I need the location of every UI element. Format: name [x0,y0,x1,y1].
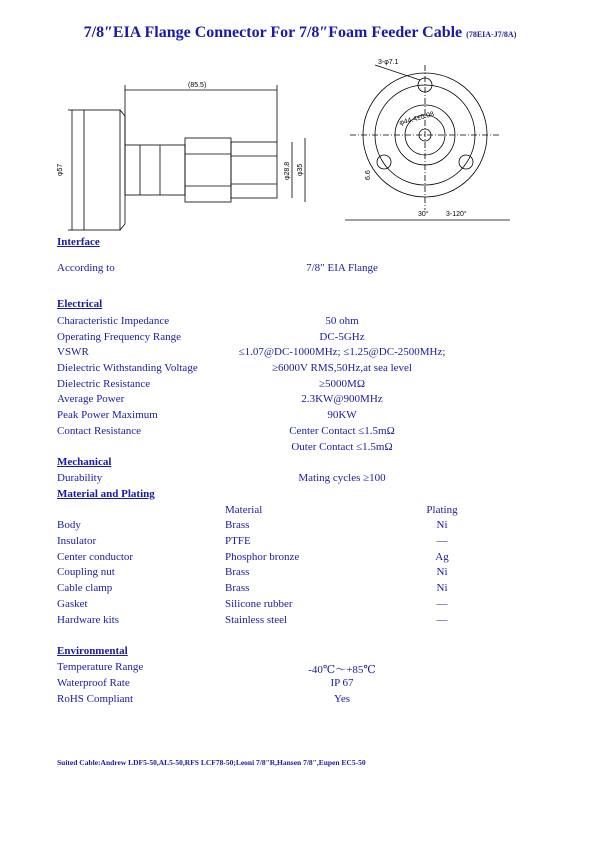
spec-row [57,677,577,691]
part-material: Phosphor bronze [225,551,300,563]
side-view [68,85,305,230]
part-material: PTFE [225,535,251,547]
page-title [0,24,600,42]
nut-outline [185,138,231,202]
angle2-label: 3-120° [446,211,467,218]
spec-row [57,262,577,276]
suited-cable-footer: Suited Cable:Andrew LDF5-50,AL5-50,RFS LCF78-50;Leoni 7/8″R,Hansen 7/8″,Eupen EC5-50 [57,758,366,767]
front-view [345,65,510,220]
material-row [57,582,577,596]
spec-label: Peak Power Maximum [57,409,158,421]
clamp-outline [231,142,277,198]
part-name: Insulator [57,535,97,547]
section-material: Material and Plating [57,488,155,500]
part-material: Silicone rubber [225,598,293,610]
spec-label: Dielectric Resistance [57,378,151,390]
spec-label: Temperature Range [57,661,144,673]
spec-row [57,661,577,675]
part-name: Cable clamp [57,582,113,594]
material-row [57,614,577,628]
spec-label: Durability [57,472,103,484]
pcd-label: φ44.4±0.08 [398,110,435,127]
section-interface: Interface [57,236,100,248]
part-material: Brass [225,566,250,578]
spec-value: 7/8″ EIA Flange [306,262,378,274]
angle1-label: 30° [418,211,429,218]
spec-label: Characteristic Impedance [57,315,170,327]
spec-row [57,331,577,345]
material-row [57,535,577,549]
plating-column-header: Plating [426,504,458,516]
spec-value: Yes [333,693,350,705]
section-mechanical: Mechanical [57,456,112,468]
spec-label: Dielectric Withstanding Voltage [57,362,198,374]
part-plating: Ni [436,582,448,594]
spec-value: -40℃～+85℃ [308,664,376,676]
section-electrical: Electrical [57,298,103,310]
spec-row [57,693,577,707]
spec-row [57,472,577,486]
flange-outline [84,110,120,230]
part-plating: — [436,614,448,626]
spec-label: RoHS Compliant [57,693,134,705]
spec-value: 50 ohm [325,315,359,327]
spec-value: 90KW [327,409,357,421]
spec-row [57,362,577,376]
dim-length-label: (85.5) [188,82,207,89]
spec-value: DC-5GHz [319,331,365,343]
part-material: Stainless steel [225,614,288,626]
spec-row [57,441,577,455]
spec-value: Mating cycles ≥100 [298,472,386,484]
spec-row [57,346,577,360]
part-plating: — [436,535,448,547]
body-outline [125,145,185,195]
gap-label: 6.6 [365,170,372,180]
part-name: Center conductor [57,551,134,563]
part-name: Hardware kits [57,614,120,626]
part-name: Gasket [57,598,88,610]
spec-row [57,425,577,439]
spec-row [57,393,577,407]
part-material: Brass [225,582,250,594]
material-header [57,504,577,518]
part-material: Brass [225,519,250,531]
part-plating: Ni [436,566,448,578]
spec-label: Average Power [57,393,125,405]
spec-label: According to [57,262,115,274]
holes-label: 3-φ7.1 [378,59,399,66]
section-environmental: Environmental [57,645,128,657]
title-main: 7/8″EIA Flange Connector For 7/8″Foam Feeder Cable [83,24,463,41]
spec-label: VSWR [57,346,89,358]
spec-value: Outer Contact ≤1.5mΩ [291,441,393,453]
spec-value: IP 67 [330,677,354,689]
spec-row [57,315,577,329]
part-plating: — [436,598,448,610]
material-row [57,598,577,612]
bolt-hole-2 [459,155,473,169]
spec-value: ≤1.07@DC-1000MHz; ≤1.25@DC-2500MHz; [238,346,446,358]
material-row [57,551,577,565]
spec-label: Waterproof Rate [57,677,130,689]
dim-body1-label: φ28.8 [284,161,291,180]
spec-value: 2.3KW@900MHz [301,393,383,405]
part-plating: Ag [435,551,449,563]
technical-drawing [0,50,600,235]
spec-value: Center Contact ≤1.5mΩ [289,425,395,437]
part-name: Body [57,519,81,531]
spec-value: ≥6000V RMS,50Hz,at sea level [272,362,412,374]
spec-row [57,378,577,392]
part-name: Coupling nut [57,566,115,578]
part-plating: Ni [436,519,448,531]
material-row [57,566,577,580]
spec-value: ≥5000MΩ [319,378,365,390]
material-column-header: Material [225,504,263,516]
title-code: (78EIA-J7/8A) [466,30,517,39]
spec-row [57,409,577,423]
dim-body2-label: φ35 [297,163,304,176]
dim-flange-label: φ57 [57,163,64,176]
spec-label: Contact Resistance [57,425,142,437]
material-row [57,519,577,533]
bolt-hole-1 [377,155,391,169]
spec-label: Operating Frequency Range [57,331,182,343]
